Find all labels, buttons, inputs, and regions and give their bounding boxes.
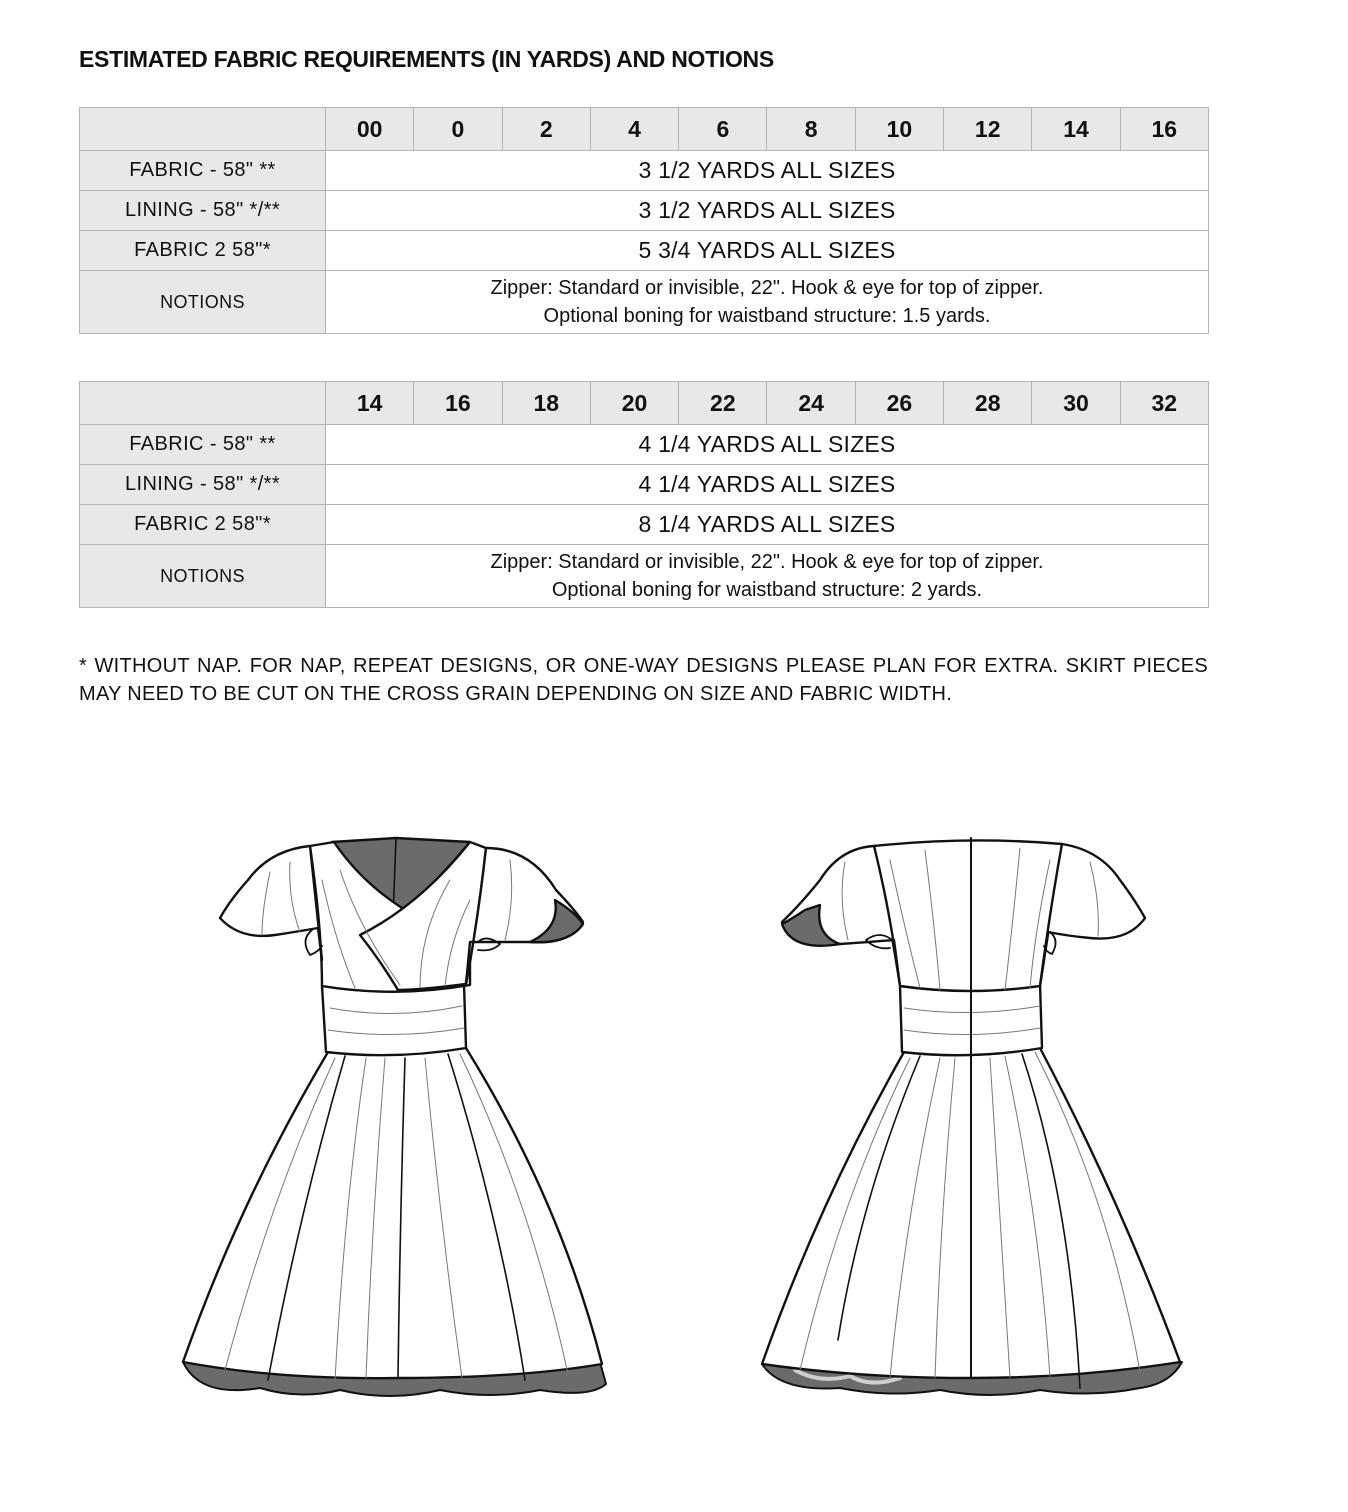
row-label: LINING - 58" */**	[80, 465, 326, 505]
size-cell: 14	[1032, 108, 1120, 151]
notions-label: NOTIONS	[80, 271, 326, 334]
row-value: 4 1/4 YARDS ALL SIZES	[326, 425, 1209, 465]
table-row	[80, 425, 1209, 465]
table-row	[80, 465, 1209, 505]
size-cell: 16	[414, 382, 502, 425]
front-left-sleeve	[220, 846, 322, 960]
front-skirt	[183, 1048, 602, 1378]
notions-value	[326, 545, 1209, 608]
size-cell: 26	[855, 382, 943, 425]
row-value: 4 1/4 YARDS ALL SIZES	[326, 465, 1209, 505]
size-cell: 6	[679, 108, 767, 151]
size-cell: 28	[944, 382, 1032, 425]
fabric-table-small-sizes	[79, 107, 1209, 334]
dress-illustrations	[0, 820, 1348, 1420]
notions-label: NOTIONS	[80, 545, 326, 608]
footnote: * WITHOUT NAP. FOR NAP, REPEAT DESIGNS, OR ONE-WAY DESIGNS PLEASE PLAN FOR EXTRA. SKIRT PIECES MAY NEED TO BE CUT ON THE CROSS GRAIN DEPENDING ON SIZE AND FABRIC WIDTH.	[79, 655, 1208, 705]
row-label: LINING - 58" */**	[80, 191, 326, 231]
size-cell: 32	[1120, 382, 1208, 425]
row-label: FABRIC 2 58"*	[80, 505, 326, 545]
front-waistband	[322, 984, 466, 1055]
table-row	[80, 231, 1209, 271]
size-cell: 24	[767, 382, 855, 425]
row-label: FABRIC - 58" **	[80, 151, 326, 191]
size-header-row	[80, 108, 1209, 151]
size-cell: 2	[502, 108, 590, 151]
notions-value	[326, 271, 1209, 334]
notions-row	[80, 545, 1209, 608]
notions-line-1: Zipper: Standard or invisible, 22". Hook & eye for top of zipper.	[490, 277, 1044, 299]
dress-front-view-drawing	[183, 838, 606, 1396]
header-corner	[80, 108, 326, 151]
fabric-table-large-sizes	[79, 381, 1209, 608]
size-cell: 8	[767, 108, 855, 151]
notions-line-1: Zipper: Standard or invisible, 22". Hook & eye for top of zipper.	[490, 551, 1044, 573]
size-cell: 14	[326, 382, 414, 425]
table-row	[80, 151, 1209, 191]
notions-line-2: Optional boning for waistband structure: 2 yards.	[551, 579, 983, 601]
size-header-row	[80, 382, 1209, 425]
row-value: 8 1/4 YARDS ALL SIZES	[326, 505, 1209, 545]
table-row	[80, 191, 1209, 231]
row-value: 3 1/2 YARDS ALL SIZES	[326, 191, 1209, 231]
size-cell: 18	[502, 382, 590, 425]
header-corner	[80, 382, 326, 425]
row-label: FABRIC - 58" **	[80, 425, 326, 465]
notions-line-2: Optional boning for waistband structure: 1.5 yards.	[543, 305, 991, 327]
notions-row	[80, 271, 1209, 334]
size-cell: 00	[326, 108, 414, 151]
row-label: FABRIC 2 58"*	[80, 231, 326, 271]
size-cell: 20	[590, 382, 678, 425]
size-cell: 4	[590, 108, 678, 151]
row-value: 3 1/2 YARDS ALL SIZES	[326, 151, 1209, 191]
row-value: 5 3/4 YARDS ALL SIZES	[326, 231, 1209, 271]
size-cell: 30	[1032, 382, 1120, 425]
size-cell: 0	[414, 108, 502, 151]
size-cell: 10	[855, 108, 943, 151]
page-title: ESTIMATED FABRIC REQUIREMENTS (IN YARDS) AND NOTIONS	[79, 46, 774, 72]
size-cell: 12	[944, 108, 1032, 151]
size-cell: 22	[679, 382, 767, 425]
table-row	[80, 505, 1209, 545]
dress-back-view-drawing	[762, 838, 1182, 1395]
size-cell: 16	[1120, 108, 1208, 151]
